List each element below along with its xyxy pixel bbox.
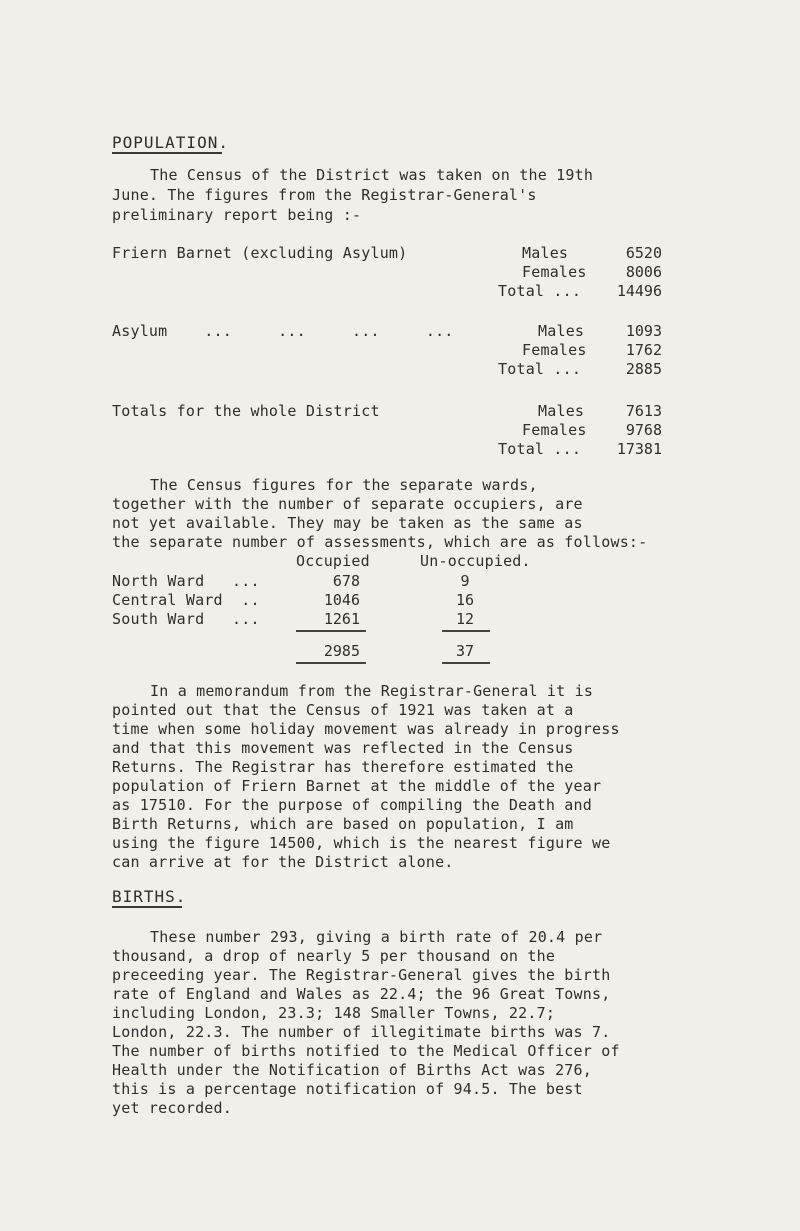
births-line-5: including London, 23.3; 148 Smaller Towns, 22.7; xyxy=(112,1004,556,1022)
ward-name: South Ward ... xyxy=(112,610,260,628)
census-row-value: 17381 xyxy=(616,440,662,458)
wards-total-occupied: 2985 xyxy=(323,642,360,660)
census-group-label-totals: Totals for the whole District xyxy=(112,402,380,420)
births-line-6: London, 22.3. The number of illegitimate births was 7. xyxy=(112,1023,611,1041)
births-line-10: yet recorded. xyxy=(112,1099,232,1117)
wards-intro-line-1: The Census figures for the separate wards, xyxy=(150,476,538,494)
births-line-3: preceeding year. The Registrar-General gives the birth xyxy=(112,966,611,984)
ward-unoccupied: 16 xyxy=(455,591,475,609)
ward-occupied: 1261 xyxy=(323,610,360,628)
wards-unoccupied-rule xyxy=(442,630,490,632)
births-line-4: rate of England and Wales as 22.4; the 96 Great Towns, xyxy=(112,985,611,1003)
intro-line-1: The Census of the District was taken on the 19th xyxy=(150,166,594,184)
wards-intro-line-4: the separate number of assessments, which are as follows:- xyxy=(112,533,648,551)
census-group-label-asylum: Asylum ... ... ... ... xyxy=(112,322,454,340)
census-group-label-friern: Friern Barnet (excluding Asylum) xyxy=(112,244,408,262)
census-row-value: 2885 xyxy=(625,360,662,378)
census-row-value: 9768 xyxy=(625,421,662,439)
population-heading: POPULATION. xyxy=(112,133,229,152)
census-row-value: 14496 xyxy=(616,282,662,300)
intro-line-3: preliminary report being :- xyxy=(112,206,362,224)
wards-total-unoccupied: 37 xyxy=(455,642,475,660)
ward-unoccupied: 12 xyxy=(455,610,475,628)
memorandum-line-8: Birth Returns, which are based on population, I am xyxy=(112,815,574,833)
births-line-1: These number 293, giving a birth rate of 20.4 per xyxy=(150,928,603,946)
census-row-label: Females xyxy=(522,341,587,359)
census-row-label: Females xyxy=(522,263,587,281)
births-line-2: thousand, a drop of nearly 5 per thousand on the xyxy=(112,947,556,965)
census-row-label: Males xyxy=(522,244,569,262)
intro-line-2: June. The figures from the Registrar-General's xyxy=(112,186,537,204)
census-row-value: 7613 xyxy=(625,402,662,420)
census-row-value: 1762 xyxy=(625,341,662,359)
census-row-label: Total ... xyxy=(498,360,582,378)
census-row-label: Males xyxy=(538,402,585,420)
births-heading: BIRTHS. xyxy=(112,887,187,906)
ward-unoccupied: 9 xyxy=(460,572,470,590)
memorandum-line-3: time when some holiday movement was already in progress xyxy=(112,720,620,738)
memorandum-line-9: using the figure 14500, which is the nearest figure we xyxy=(112,834,611,852)
wards-total-occupied-rule xyxy=(296,662,366,664)
memorandum-line-4: and that this movement was reflected in the Census xyxy=(112,739,574,757)
births-heading-underline xyxy=(112,906,182,908)
census-row-label: Total ... xyxy=(498,282,582,300)
memorandum-line-6: population of Friern Barnet at the middle of the year xyxy=(112,777,602,795)
wards-total-unoccupied-rule xyxy=(442,662,490,664)
wards-intro-line-3: not yet available. They may be taken as the same as xyxy=(112,514,583,532)
population-heading-underline xyxy=(112,152,222,154)
memorandum-line-10: can arrive at for the District alone. xyxy=(112,853,454,871)
memorandum-line-7: as 17510. For the purpose of compiling the Death and xyxy=(112,796,592,814)
census-row-value: 8006 xyxy=(625,263,662,281)
ward-occupied: 678 xyxy=(332,572,360,590)
ward-occupied: 1046 xyxy=(323,591,360,609)
ward-name: Central Ward .. xyxy=(112,591,260,609)
wards-occupied-rule xyxy=(296,630,366,632)
census-row-value: 1093 xyxy=(625,322,662,340)
census-row-value: 6520 xyxy=(625,244,662,262)
memorandum-line-2: pointed out that the Census of 1921 was taken at a xyxy=(112,701,574,719)
wards-header-unoccupied: Un-occupied. xyxy=(420,552,531,570)
wards-intro-line-2: together with the number of separate occupiers, are xyxy=(112,495,583,513)
births-line-7: The number of births notified to the Medical Officer of xyxy=(112,1042,620,1060)
census-row-label: Total ... xyxy=(498,440,582,458)
memorandum-line-5: Returns. The Registrar has therefore estimated the xyxy=(112,758,574,776)
memorandum-line-1: In a memorandum from the Registrar-General it is xyxy=(150,682,594,700)
census-row-label: Females xyxy=(522,421,587,439)
births-line-9: this is a percentage notification of 94.5. The best xyxy=(112,1080,583,1098)
births-line-8: Health under the Notification of Births Act was 276, xyxy=(112,1061,592,1079)
wards-header-occupied: Occupied xyxy=(296,552,370,570)
ward-name: North Ward ... xyxy=(112,572,260,590)
census-row-label: Males xyxy=(538,322,585,340)
